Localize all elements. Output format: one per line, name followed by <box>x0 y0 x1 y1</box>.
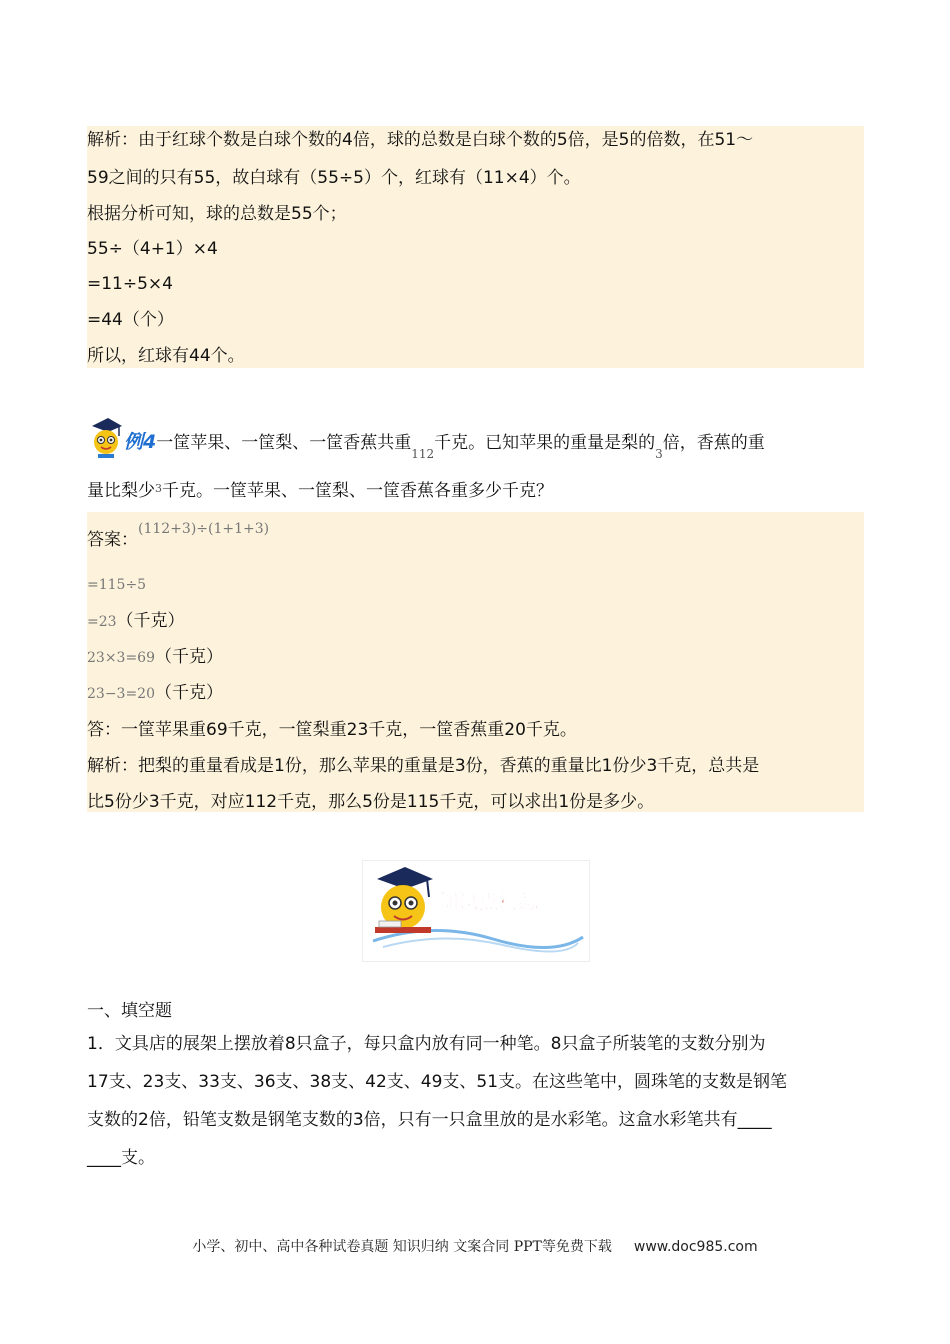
example4-q-num1: 112 <box>411 447 435 461</box>
example4-q-line2b: 千克。一筐苹果、一筐梨、一筐香蕉各重多少千克？ <box>162 481 553 501</box>
example4-q-line2a: 量比梨少 <box>87 481 155 501</box>
final-answer: 答：一筐苹果重69千克，一筐梨重23千克，一筐香蕉重20千克。 <box>87 720 577 740</box>
answer-eq5-line <box>87 681 864 706</box>
answer-eq2-line <box>87 572 864 597</box>
banner-text: 知识点精练 <box>439 891 540 913</box>
answer-eq5-unit: （千克） <box>155 683 223 703</box>
example4-question-line2 <box>87 479 864 505</box>
analysis1-line4: 55÷（4+1）×4 <box>87 239 218 259</box>
example4-label: 例4 <box>124 431 157 453</box>
answer-eq4-unit: （千克） <box>155 647 223 667</box>
footer-site-link[interactable]: www.doc985.com <box>633 1239 758 1255</box>
analysis1-line7: 所以，红球有44个。 <box>87 346 245 366</box>
answer-label-line <box>87 521 864 553</box>
answer-eq2: =115÷5 <box>87 577 147 593</box>
example4-analysis-line2: 比5份少3千克，对应112千克，那么5份是115千克，可以求出1份是多少。 <box>87 792 655 812</box>
example4-q-part2: 千克。已知苹果的重量是梨的 <box>434 433 656 453</box>
analysis1-line1: 解析：由于红球个数是白球个数的4倍，球的总数是白球个数的5倍，是5的倍数，在51～ <box>87 130 754 150</box>
section-title: 一、填空题 <box>87 1001 172 1021</box>
answer-eq4: 23×3=69 <box>87 650 155 666</box>
example4-q-num2: 3 <box>655 447 663 461</box>
example4-q-part1: 一筐苹果、一筐梨、一筐香蕉共重 <box>156 433 412 453</box>
answer-eq5: 23−3=20 <box>87 686 155 702</box>
example4-q-part3: 倍，香蕉的重 <box>662 433 765 453</box>
question1-line4: ____支。 <box>87 1148 155 1168</box>
answer-eq4-line <box>87 645 864 670</box>
question1-line1: 1．文具店的展架上摆放着8只盒子，每只盒内放有同一种笔。8只盒子所装笔的支数分别为 <box>87 1034 766 1054</box>
example4-analysis-line1: 解析：把梨的重量看成是1份，那么苹果的重量是3份，香蕉的重量比1份少3千克，总共是 <box>87 756 760 776</box>
analysis1-line6: =44（个） <box>87 310 174 330</box>
answer-eq1: (112+3)÷(1+1+3) <box>138 521 270 537</box>
analysis1-line2: 59之间的只有55，故白球有（55÷5）个，红球有（11×4）个。 <box>87 168 581 188</box>
question1-line3: 支数的2倍，铅笔支数是钢笔支数的3倍，只有一只盒里放的是水彩笔。这盒水彩笔共有____ <box>87 1110 772 1130</box>
answer-eq3: =23 <box>87 614 117 630</box>
knowledge-practice-banner <box>362 860 590 962</box>
answer-eq3-line <box>87 609 864 634</box>
page-footer <box>0 1236 950 1256</box>
analysis1-line3: 根据分析可知，球的总数是55个； <box>87 204 347 224</box>
answer-label: 答案： <box>87 530 138 550</box>
analysis1-line5: =11÷5×4 <box>87 274 173 294</box>
example4-mascot-icon <box>88 416 124 460</box>
answer-eq3-unit: （千克） <box>116 611 185 631</box>
example4-question-line1 <box>124 430 864 461</box>
footer-text: 小学、初中、高中各种试卷真题 知识归纳 文案合同 PPT等免费下载 <box>192 1239 612 1255</box>
question1-line2: 17支、23支、33支、36支、38支、42支、49支、51支。在这些笔中，圆珠笔的支数是钢笔 <box>87 1072 788 1092</box>
example4-q-num3: 3 <box>155 482 162 495</box>
